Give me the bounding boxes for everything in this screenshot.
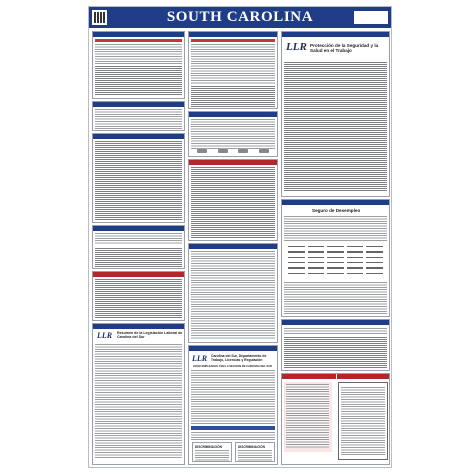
panel-eeo [188,111,278,157]
text-block [284,337,387,369]
section-heading: Seguro de Desempleo [312,208,361,213]
discrimination-label: DISCRIMINACIÓN [195,445,222,449]
llr-logo: LLR [192,354,208,363]
blue-rule [191,426,275,430]
text-block [95,66,182,96]
text-block [95,344,182,459]
text-block [191,86,275,108]
red-rule [95,39,182,42]
agency-logo-icon [238,149,248,153]
section-heading: Resumen de la Legislación Laboral de Carolina del Sur [117,331,183,339]
agency-logo-icon [259,149,269,153]
text-block [191,370,275,424]
panel-osha [281,31,390,197]
text-block [191,432,275,440]
panel-header [93,272,184,277]
labor-law-poster [88,6,392,468]
panel-header [93,102,184,107]
section-heading: Carolina del Sur, Departamento de Trabajo, Licencias y Regulación [211,354,267,362]
panel-employee-polygraph [188,159,278,241]
panel-header-right [337,374,390,379]
panel-header [93,226,184,231]
order-info [109,11,133,24]
discrimination-label: DISCRIMINACIÓN [238,445,265,449]
panel-sc-department [188,345,278,465]
text-block [191,44,275,84]
county-list [288,246,383,276]
panel-polygraph [92,101,185,131]
brand-logo-icon [354,11,388,24]
agency-logo-icon [197,149,207,153]
panel-federal-minimum-wage [188,31,278,109]
panel-unemployment [281,199,390,317]
text-block [238,450,272,461]
text-block [95,248,182,268]
discrimination-box-left [192,442,232,462]
poster-banner [89,7,391,28]
text-block [95,279,182,319]
signature-box [338,382,388,460]
panel-header [189,160,277,165]
text-block [95,44,182,64]
section-subheading: AVISO EMPLEADOS CON LA SECCIÓN DE CAROLINA DEL SUR [193,365,272,368]
llr-logo: LLR [97,331,113,340]
panel-uniformed-services [92,271,185,321]
panel-header [282,320,389,325]
panel-header [282,32,389,37]
agency-logos [192,148,274,154]
panel-header [189,346,277,351]
text-block [95,233,182,245]
panel-header [93,134,184,139]
discrimination-box-right [235,442,275,462]
form-lines-right [341,387,385,455]
panel-workers-rights [188,243,278,343]
agency-logo-icon [218,149,228,153]
panel-family-medical-leave [92,133,185,223]
panel-header [189,32,277,37]
panel-header [282,200,389,205]
llr-logo: LLR [286,41,307,53]
text-block [195,450,229,461]
panel-header [189,112,277,117]
panel-header-left [282,374,336,379]
poster-title: SOUTH CAROLINA [166,9,314,25]
text-block [191,251,275,339]
text-block [95,109,182,129]
panel-header [93,32,184,37]
form-lines-left [286,384,329,448]
panel-employee-rights [92,225,185,269]
red-rule [191,39,275,42]
text-block [191,119,275,149]
text-block [284,328,387,334]
text-block [284,216,387,242]
panel-header [93,324,184,329]
panel-state-labor-summary [92,323,185,465]
panel-workers-compensation [281,319,390,371]
text-block [95,141,182,221]
text-block [284,62,387,192]
panel-minimum-wage [92,31,185,99]
section-heading: Protección de la Seguridad y la Salud en el Trabajo [310,43,379,53]
text-block [191,167,275,239]
panel-payday-notice [281,373,390,465]
text-block [284,282,387,314]
qr-code-icon [92,10,107,25]
panel-header [189,244,277,249]
